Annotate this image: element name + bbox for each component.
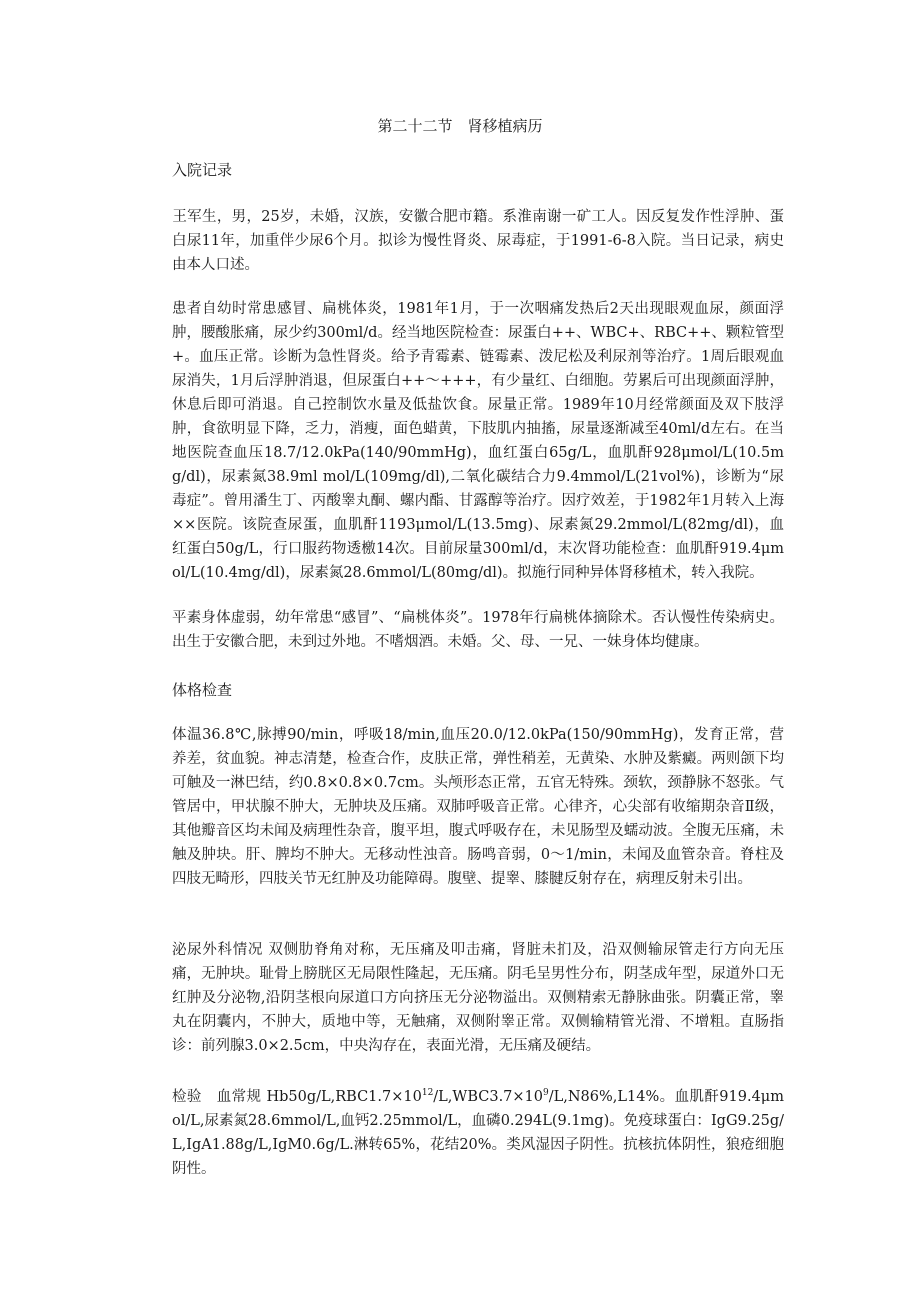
lab-mid-text: /L,WBC3.7×10 [433, 1088, 544, 1105]
physical-exam-text: 体温36.8℃,脉搏90/min，呼吸18/min,血压20.0/12.0kPa(150/90mmHg)，发育正常，营养差，贫血貌。神志清楚，检查合作，皮肤正常，弹性稍差，无黄染、水肿及紫癜。两则颌下均可触及一淋巴结，约0.8×0.8×0.7cm。头颅形态正常，五官无特殊。颈软，颈静脉不怒张。气管居中，甲状腺不肿大，无肿块及压痛。双肺呼吸音正常。心律齐，心尖部有收缩期杂音Ⅱ级，其他瓣音区均未闻及病理性杂音，腹平坦，腹式呼吸存在，未见肠型及蠕动波。全腹无压痛，未触及肿块。肝、脾均不肿大。无移动性浊音。肠鸣音弱，0～1/min，未闻及血管杂音。脊柱及四肢无畸形，四肢关节无红肿及功能障碍。腹壁、提睾、膝腱反射存在，病理反射未引出。 [172, 727, 784, 887]
admission-record-heading: 入院记录 [172, 161, 233, 179]
history-paragraph [172, 297, 784, 585]
lab-results-paragraph [172, 1081, 784, 1181]
physical-exam-paragraph [172, 723, 784, 891]
urology-text: 泌尿外科情况 双侧肋脊角对称，无压痛及叩击痛，肾脏未扪及，沿双侧输尿管走行方向无压痛，无肿块。耻骨上膀胱区无局限性隆起，无压痛。阴毛呈男性分布，阴茎成年型，尿道外口无红肿及分泌物,沿阴茎根向尿道口方向挤压无分泌物溢出。双侧精索无静脉曲张。阴囊正常，睾丸在阴囊内，不肿大，质地中等，无触痛，双侧附睾正常。双侧输精管光滑、不增粗。直肠指诊：前列腺3.0×2.5cm，中央沟存在，表面光滑，无压痛及硬结。 [172, 942, 784, 1054]
document-title: 第二十二节 肾移植病历 [377, 117, 543, 135]
past-history-text: 平素身体虚弱，幼年常患“感冒”、“扁桃体炎”。1978年行扁桃体摘除术。否认慢性传染病史。出生于安徽合肥，未到过外地。不嗜烟酒。未婚。父、母、一兄、一妹身体均健康。 [172, 610, 784, 650]
physical-exam-heading: 体格检查 [172, 681, 233, 699]
lab-rest-text: /L,N86%,L14%。血肌酐919.4μmol/L,尿素氮28.6mmol/L,血钙2.25mmol/L，血磷0.294L(9.1mg)。免疫球蛋白：IgG9.25g/L,IgA1.88g/L,IgM0.6g/L.淋转65%，花结20%。类风湿因子阴性。抗核抗体阴性，狼疮细胞阴性。 [172, 1088, 784, 1177]
patient-intro-paragraph [172, 205, 784, 277]
past-history-paragraph [172, 606, 784, 654]
lab-prefix-text: 检验 血常规 Hb50g/L,RBC1.7×10 [172, 1088, 422, 1105]
history-text: 患者自幼时常患感冒、扁桃体炎，1981年1月，于一次咽痛发热后2天出现眼观血尿，颜面浮肿，腰酸胀痛，尿少约300ml/d。经当地医院检查：尿蛋白++、WBC+、RBC++、颗粒管型+。血压正常。诊断为急性肾炎。给予青霉素、链霉素、泼尼松及利尿剂等治疗。1周后眼观血尿消失，1月后浮肿消退，但尿蛋白++～+++，有少量红、白细胞。劳累后可出现颜面浮肿，休息后即可消退。自己控制饮水量及低盐饮食。尿量正常。1989年10月经常颜面及双下肢浮肿，食欲明显下降，乏力，消瘦，面色蜡黄，下肢肌内抽搐，尿量逐渐减至40ml/d左右。在当地医院查血压18.7/12.0kPa(140/90mmHg)，血红蛋白65g/L，血肌酐928μmol/L(10.5mg/dl)，尿素氮38.9ml mol/L(109mg/dl),二氧化碳结合力9.4mmol/L(21vol%)，诊断为“尿毒症”。曾用潘生丁、丙酸睾丸酮、螺内酯、甘露醇等治疗。因疗效差，于1982年1月转入上海××医院。该院查尿蛋，血肌酐1193μmol/L(13.5mg)、尿素氮29.2mmol/L(82mg/dl)，血红蛋白50g/L，行口服药物透檄14次。目前尿量300ml/d，末次肾功能检查：血肌酐919.4μmol/L(10.4mg/dl)，尿素氮28.6mmol/L(80mg/dl)。拟施行同种异体肾移植术，转入我院。 [172, 301, 784, 581]
lab-superscript-9: 9 [543, 1088, 549, 1098]
patient-intro-text: 王军生，男，25岁，未婚，汉族，安徽合肥市籍。系淮南谢一矿工人。因反复发作性浮肿、蛋白尿11年，加重伴少尿6个月。拟诊为慢性肾炎、尿毒症，于1991-6-8入院。当日记录，病史由本人口述。 [172, 209, 784, 273]
urology-paragraph [172, 938, 784, 1058]
lab-superscript-12: 12 [421, 1088, 434, 1098]
